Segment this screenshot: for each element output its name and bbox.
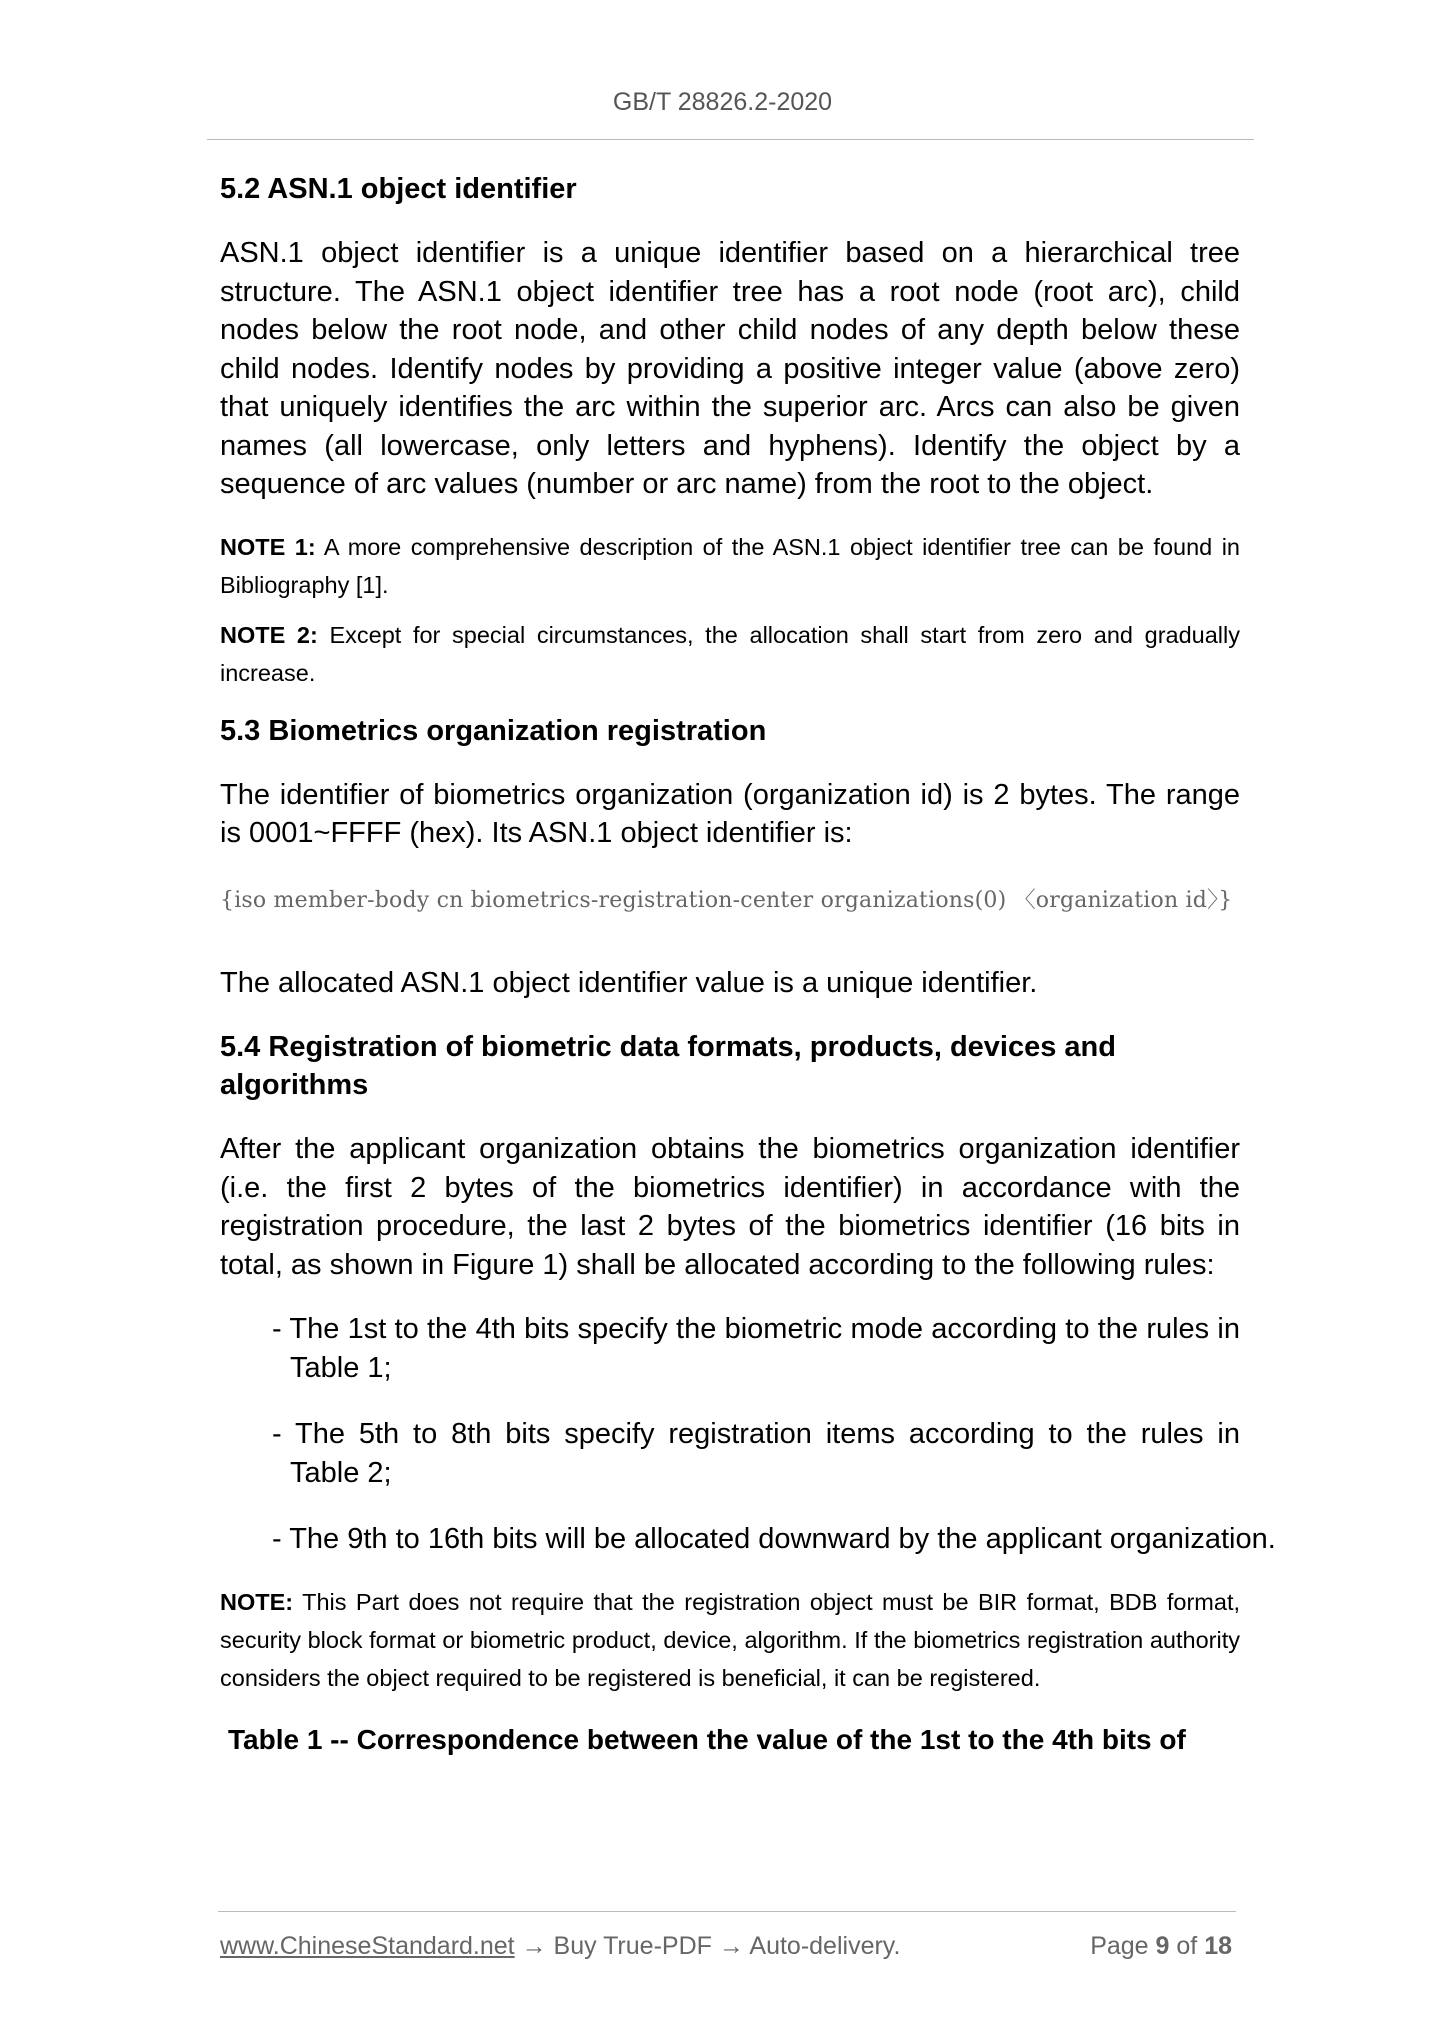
note-2-text: Except for special circumstances, the allocation shall start from zero and gradually increase. xyxy=(220,621,1240,686)
website-link[interactable]: www.ChineseStandard.net xyxy=(220,1932,515,1960)
header-divider xyxy=(207,139,1254,140)
section-5-4-heading: 5.4 Registration of biometric data formats, products, devices and algorithms xyxy=(220,1031,1116,1101)
section-5-3-heading: 5.3 Biometrics organization registration xyxy=(220,714,767,747)
note-registration xyxy=(220,1583,1240,1697)
page-header: GB/T 28826.2-2020 xyxy=(612,88,833,116)
note-2-label: NOTE 2: xyxy=(220,621,318,648)
footer-divider xyxy=(218,1911,1236,1912)
rule-list-item: - The 1st to the 4th bits specify the biometric mode according to the rules in Table 1; xyxy=(272,1313,1240,1384)
section-5-4-paragraph: After the applicant organization obtains the biometrics organization identifier (i.e. the first 2 bytes of the biometrics identifier) in accordance with the registration procedure, the last 2 bytes of the biometrics identifier (16 bits in total, as shown in Figure 1) shall be allocated according to the following rules: xyxy=(220,1133,1240,1281)
note-label: NOTE: xyxy=(220,1588,294,1615)
rule-list-item: - The 5th to 8th bits specify registration items according to the rules in Table 2; xyxy=(272,1418,1240,1489)
page-of: of xyxy=(1169,1932,1205,1960)
footer-tagline: → Buy True-PDF → Auto-delivery. xyxy=(514,1932,901,1960)
rule-list-item: - The 9th to 16th bits will be allocated downward by the applicant organization. xyxy=(272,1523,1276,1555)
section-5-2-paragraph: ASN.1 object identifier is a unique identifier based on a hierarchical tree structure. The ASN.1 object identifier tree has a root node (root arc), child nodes below the root node, and other child nodes of any depth below these child nodes. Identify nodes by providing a positive integer value (above zero) that uniquely identifies the arc within the superior arc. Arcs can also be given names (all lowercase, only letters and hyphens). Identify the object by a sequence of arc values (number or arc name) from the root to the object. xyxy=(220,237,1240,500)
page-number-indicator xyxy=(1090,1932,1232,1961)
note-text: This Part does not require that the registration object must be BIR format, BDB format, security block format or biometric product, device, algorithm. If the biometrics registration authority considers the object required to be registered is beneficial, it can be registered. xyxy=(220,1588,1240,1691)
current-page: 9 xyxy=(1155,1932,1170,1960)
section-5-3-paragraph: The identifier of biometrics organization (organization id) is 2 bytes. The range is 0001~FFFF (hex). Its ASN.1 object identifier is: xyxy=(220,778,1240,849)
table-1-caption: Table 1 -- Correspondence between the value of the 1st to the 4th bits of xyxy=(228,1723,1186,1755)
note-1-label: NOTE 1: xyxy=(220,533,316,560)
section-5-2-heading: 5.2 ASN.1 object identifier xyxy=(220,173,577,205)
note-1-text: A more comprehensive description of the ASN.1 object identifier tree can be found in Bibliography [1]. xyxy=(220,533,1240,598)
page-content xyxy=(220,170,1276,1759)
total-pages: 18 xyxy=(1204,1932,1232,1960)
asn1-object-identifier: {iso member-body cn biometrics-registration-center organizations(0) 〈organization id〉} xyxy=(220,887,1233,913)
page-footer xyxy=(220,1932,1232,1961)
page-prefix: Page xyxy=(1090,1932,1156,1960)
note-1 xyxy=(220,528,1240,604)
note-2 xyxy=(220,616,1240,692)
section-5-3-paragraph-2: The allocated ASN.1 object identifier value is a unique identifier. xyxy=(220,966,1038,999)
